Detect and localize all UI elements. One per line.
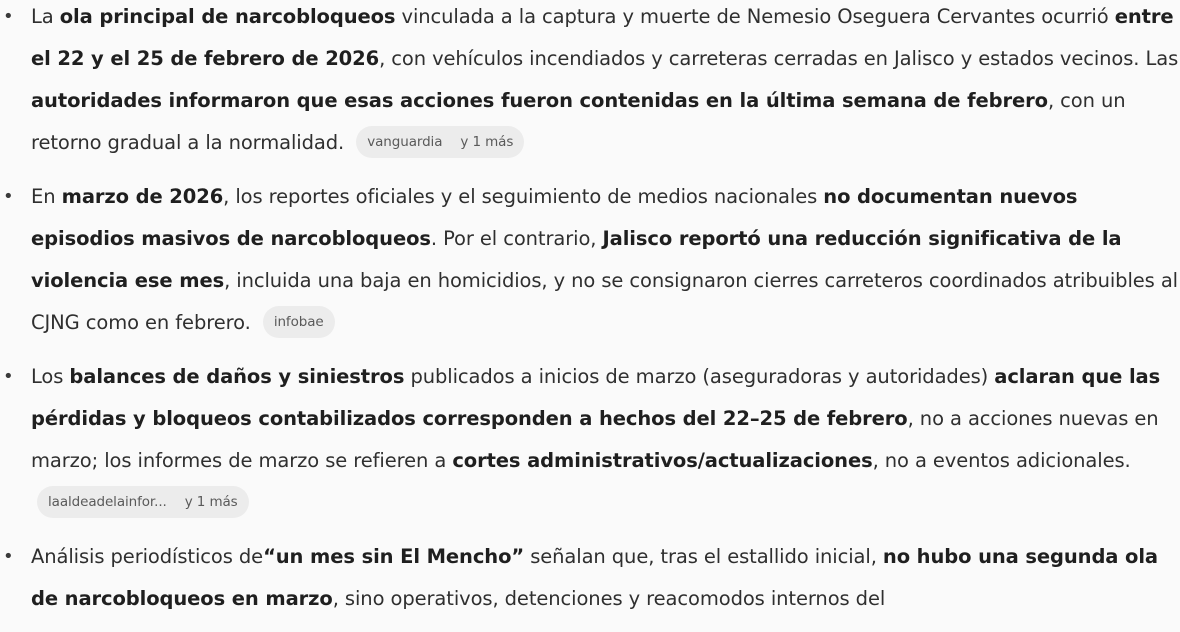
text-span: vinculada a la captura y muerte de Nemesio Oseguera Cervantes ocurrió [395, 5, 1115, 28]
source-chip-label: vanguardia [367, 133, 443, 150]
text-span: publicados a inicios de marzo (aseguradoras y autoridades) [404, 365, 995, 388]
bold-text: cortes administrativos/actualizaciones [452, 449, 873, 472]
bold-text: no documentan nuevos episodios masivos de narcobloqueos [31, 185, 1078, 250]
bullet-item [0, 176, 1180, 344]
text-span: , con vehículos incendiados y carreteras cerradas en Jalisco y estados vecinos. Las [379, 47, 1179, 70]
bullet-item [0, 356, 1180, 524]
bullet-item [0, 536, 1180, 620]
text-span: , incluida una baja en homicidios, y no se consignaron cierres carreteros coordinados atribuibles al CJNG como en febrero. [31, 269, 1178, 334]
bold-text: ola principal de narcobloqueos [59, 5, 396, 28]
bold-text: Jalisco reportó una reducción significativa de la violencia ese mes [31, 227, 1122, 292]
source-chip-more: y 1 más [460, 133, 514, 150]
source-citation-chip[interactable] [263, 306, 335, 338]
bold-text: “un mes sin El Mencho” [263, 545, 525, 568]
source-citation-chip[interactable] [37, 486, 249, 518]
bold-text: balances de daños y siniestros [69, 365, 405, 388]
source-chip-label: laaldeadelainfor... [48, 493, 167, 510]
source-chip-label: infobae [273, 313, 324, 330]
text-span: , los reportes oficiales y el seguimiento de medios nacionales [223, 185, 824, 208]
source-citation-chip[interactable] [356, 126, 524, 158]
text-span: . Por el contrario, [430, 227, 603, 250]
bullet-item [0, 0, 1180, 164]
text-span: , no a acciones nuevas en marzo; los informes de marzo se refieren a [31, 407, 1159, 472]
text-span: , con un retorno gradual a la normalidad. [31, 89, 1126, 154]
bold-text: entre el 22 y el 25 de febrero de 2026 [31, 5, 1174, 70]
text-span: señalan que, tras el estallido inicial, [524, 545, 883, 568]
text-span: Los [31, 365, 70, 388]
text-span: Análisis periodísticos de [31, 545, 264, 568]
text-span: En [31, 185, 62, 208]
text-span: , no a eventos adicionales. [872, 449, 1131, 472]
bold-text: aclaran que las pérdidas y bloqueos contabilizados corresponden a hechos del 22–25 de febrero [31, 365, 1161, 430]
bold-text: no hubo una segunda ola de narcobloqueos en marzo [31, 545, 1158, 610]
text-span: La [31, 5, 60, 28]
bold-text: marzo de 2026 [61, 185, 224, 208]
text-span: , sino operativos, detenciones y reacomodos internos del [332, 587, 886, 610]
source-chip-more: y 1 más [184, 493, 238, 510]
bold-text: autoridades informaron que esas acciones fueron contenidas en la última semana de febrero [31, 89, 1048, 112]
